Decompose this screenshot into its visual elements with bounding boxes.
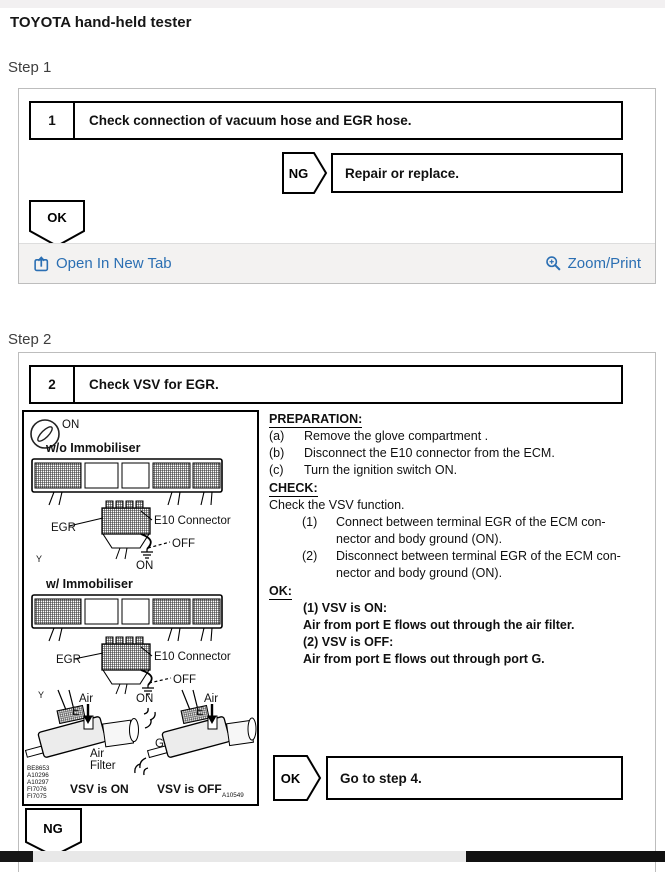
vsv-on-caption: VSV is ON: [70, 782, 129, 796]
step2-heading: Step 2: [8, 331, 52, 348]
page-title: TOYOTA hand-held tester: [10, 14, 192, 31]
step1-panel: [18, 88, 656, 284]
ref-code: FI7075: [27, 793, 47, 800]
top-edge-strip: [0, 0, 665, 8]
step1-heading: Step 1: [8, 59, 52, 76]
ok-heading: OK:: [269, 584, 292, 598]
vsv-diagram-figure: [22, 410, 259, 806]
ok-label: OK: [280, 771, 301, 786]
repair-or-replace-box: Repair or replace.: [331, 153, 623, 193]
zoom-print-label: Zoom/Print: [567, 255, 641, 272]
magnifier-icon: [545, 255, 562, 272]
egr-label-1: EGR: [51, 522, 76, 534]
bottom-strip-right: [466, 851, 665, 862]
prep-item-b: (b) Disconnect the E10 connector from the ECM.: [269, 446, 555, 460]
open-in-new-tab-label: Open In New Tab: [56, 255, 172, 272]
go-to-step-4-box: Go to step 4.: [326, 756, 623, 800]
vsv-off-caption: VSV is OFF: [157, 782, 222, 796]
check-item-1-line1: Connect between terminal EGR of the ECM con-: [336, 515, 606, 529]
ng-label: NG: [288, 166, 309, 181]
procedure-text-column: [269, 410, 643, 668]
prep-item-a: (a) Remove the glove compartment .: [269, 429, 489, 443]
on-label-2: ON: [136, 693, 154, 705]
e-port-label-right: E: [196, 706, 204, 718]
e10-label-1: E10 Connector: [154, 515, 231, 527]
ok-pentagon-step2: [273, 755, 322, 801]
air-label-left: Air: [79, 693, 94, 705]
ref-code: A10297: [27, 779, 49, 786]
y-label-1: Y: [36, 554, 43, 564]
check-intro: Check the VSV function.: [269, 498, 405, 512]
check-item-2: (2) Disconnect between terminal EGR of the ECM con- nector and body ground (ON).: [269, 548, 643, 582]
ecm-connector-strip-2: [32, 595, 222, 641]
step1-instruction-box: [29, 101, 623, 140]
step2-instruction: Check VSV for EGR.: [89, 377, 219, 392]
viewer-footer: [19, 243, 655, 283]
ok-result-line: Air from port E flows out through port G.: [303, 652, 545, 666]
air-label-right: Air: [204, 693, 219, 705]
e10-connector-1: [102, 501, 150, 559]
g-port-label: G: [155, 738, 164, 750]
step1-instruction: Check connection of vacuum hose and EGR hose.: [89, 113, 412, 128]
with-immobiliser-label: w/ Immobiliser: [46, 577, 133, 591]
air-filter-label-1: Air: [90, 748, 105, 760]
vsv-diagram-svg: [24, 412, 257, 804]
ok-result-line: (1) VSV is ON:: [303, 601, 388, 615]
e-port-label-left: E: [72, 706, 80, 718]
check-item-1: (1) Connect between terminal EGR of the ECM con- nector and body ground (ON).: [269, 514, 643, 548]
check-item-1-line2: nector and body ground (ON).: [336, 532, 503, 546]
ecm-connector-strip-1: [32, 459, 222, 505]
zoom-print-link[interactable]: [545, 255, 641, 272]
air-filter-label-2: Filter: [90, 760, 116, 772]
step2-number: 2: [31, 367, 75, 402]
open-in-new-tab-link[interactable]: [33, 255, 172, 272]
ok-label: OK: [47, 210, 67, 225]
egr-label-2: EGR: [56, 654, 81, 666]
ref-code: BE8653: [27, 765, 50, 772]
on-label-1: ON: [136, 560, 154, 572]
figure-code: A10549: [222, 792, 244, 799]
figure-reference-codes: [27, 765, 50, 800]
ref-code: FI7076: [27, 786, 47, 793]
ok-result-line: (2) VSV is OFF:: [303, 635, 394, 649]
e10-label-2: E10 Connector: [154, 651, 231, 663]
step1-number: 1: [31, 103, 75, 138]
ng-label: NG: [43, 821, 63, 836]
prep-item-c: (c) Turn the ignition switch ON.: [269, 463, 458, 477]
ignition-on-label: ON: [62, 419, 80, 431]
bottom-strip-left: [0, 851, 33, 862]
e10-connector-2: [102, 637, 150, 694]
preparation-heading: PREPARATION:: [269, 412, 363, 426]
step2-panel: [18, 352, 656, 872]
without-immobiliser-label: w/o Immobiliser: [46, 441, 141, 455]
bottom-strip-middle: [33, 851, 466, 862]
check-item-2-line1: Disconnect between terminal EGR of the ECM con-: [336, 549, 621, 563]
step2-instruction-box: [29, 365, 623, 404]
off-label-2: OFF: [173, 674, 196, 686]
open-in-new-tab-icon: [33, 255, 50, 272]
y-label-2: Y: [38, 690, 45, 700]
ng-pentagon-step1: [282, 152, 328, 194]
check-heading: CHECK:: [269, 481, 318, 495]
off-label-1: OFF: [172, 538, 195, 550]
ok-pentagon-step1: [29, 200, 85, 248]
ok-result-line: Air from port E flows out through the air filter.: [303, 618, 575, 632]
check-item-2-line2: nector and body ground (ON).: [336, 566, 503, 580]
ref-code: A10296: [27, 772, 49, 779]
